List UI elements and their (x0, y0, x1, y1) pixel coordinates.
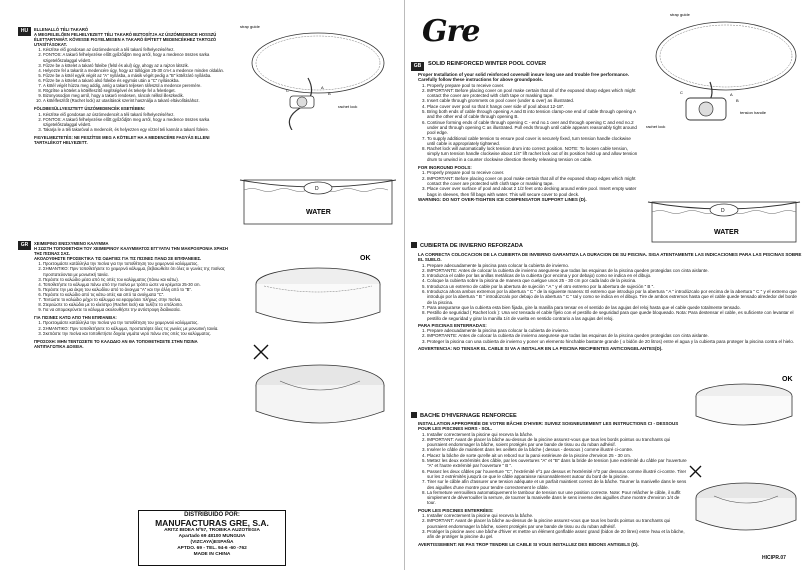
fr-inground-title: POUR LES PISCINES ENTERRÉES: (418, 507, 494, 513)
pool-outline (252, 33, 384, 93)
fr-step: 7. Tirer sur le câble afin d'assurer une tension adéquate et un parfait maintient correct de la bâche. Tourner la manivelle dans le sens des aiguilles d'une montre pour tendre correctement le câble. (427, 479, 688, 490)
gre-logo: Gre (422, 14, 480, 49)
lock-label: rachet lock (338, 104, 358, 109)
gr-step: 7. Τεντώστε το καλώδιο μέχρι το κάλυμμα να εφαρμόσει πλήρως στην πισίνα. (43, 297, 230, 302)
strap-label: strap guide (670, 12, 690, 17)
en-inground-step: 3. Place cover over surface of pool and about 2 1/2 feet onto decking around entire pool. Insert empty water bags in sleeves, then fill bags with water. This will secure cover to pool deck. (427, 186, 640, 197)
ok-label: OK (360, 255, 371, 262)
fr-title: BACHE D'HIVERNAGE RENFORCEE (420, 413, 517, 419)
label-c: C (680, 90, 683, 95)
gr-step: 1. Προετοιμάστε κατάλληλα την πισίνα για την τοποθέτηση του χειμερινού καλύμματος. (43, 261, 230, 266)
hu-step: 4. Helyezze fel a takarót a medencére úgy, hogy az túllógjon 25-30 cm-t a medence minden oldalán. (43, 68, 230, 73)
lock-label: rachet lock (646, 124, 666, 129)
es-step: 8. Pestillo de seguridad ( Rachet lock ): Una vez tensado el cable fíjelo con el pestillo de seguridad para que quede bloqueado. Nota: Para destensar el cable, es suficiente con levantar el pestillo de seguridad y girar la manilla 1/4 de vuelta en sentido contrario a las agujas del reloj. (427, 310, 802, 321)
gr-step: 2. ΣΗΜΑΝΤΙΚΟ: Πριν τοποθετήσετε το χειμερινό κάλυμμα, βεβαιωθείτε ότι όλες οι γωνίες της πισίνας προστατεύονται με μονωτική ταινία. (43, 266, 230, 276)
fr-step: 2. IMPORTANT: Avant de placer la bâche au-dessus de la piscine assurez-vous que tous les bords pointus ou tranchants qui pourraient endommager la bâche, soient protégés par une bande de tissu ou du ruban adhésif. (427, 437, 688, 448)
gr-step: 8. Στερεώστε το καλώδιο με το κλείστρο (Rachet lock) και τυλίξτε το υπόλοιπο. (43, 302, 230, 307)
en-step: 8. Rachet lock will automatically lock tension drum into correct position. NOTE: To loosen cable tension, simply turn tension handle clockwise about 1/4" lift rachet lock out of its position hold up and allow tension drum to unwind in a counter clockwise direction thereby releasing tension on cable. (427, 146, 640, 162)
pool-outline (656, 22, 796, 90)
en-step: 2. IMPORTANT: Before placing cover on pool make certain that all of the exposed sharp edges which might contact the cover are protected with cloth tape or masking tape. (427, 88, 640, 99)
es-step: 7. Para asegurarse que la cubierta esta bien fijada, gire la manilla para tensar en el sentido de las agujas del reloj hasta que el cable quede totalmente tensado. (427, 305, 802, 310)
es-square-icon (411, 242, 417, 248)
gr-title: ΧΕΙΜΕΡΙΝΟ ΕΝΙΣΧΥΜΕΝΟ ΚΑΛΥΜΜΑ (34, 241, 109, 246)
en-step: 5. Bring both ends of cable through opening A and B into tension clamp-one end of cable through opening A and the other end of cable through opening B. (427, 109, 640, 120)
es-step: 2. IMPORTANTE: Antes de colocar la cubierta de invierno asegurese que todas las esquinas de la piscina queden protegidas con cinta aislante. (427, 268, 802, 273)
es-step: 1. Prepare adecuadamente la piscina para colocar la cubierta de invierno. (427, 263, 802, 268)
pool-body (256, 284, 380, 323)
ok-label: OK (782, 376, 793, 383)
fr-inground-step: 1. Installer correctement la piscine qui recevra la bâche. (427, 513, 688, 518)
gr-inground-title: ΓΙΑ ΠΙΣΙΝΕΣ ΚΑΤΩ ΑΠΟ ΤΗΝ ΕΠΙΦΑΝΕΙΑ: (34, 315, 117, 321)
gr-inground-step: 2. ΣΗΜΑΝΤΙΚΟ: Πριν τοποθετήσετε το κάλυμμα, προστατέψτε όλες τις γωνίες με μονωτική ταινία. (43, 326, 230, 331)
hu-inground-step: 3. Takarja le a téli takaróval a medencét, és helyezzen egy vízzel teli kannát a takaró füleire. (43, 127, 230, 132)
hu-flag-badge: HU (18, 27, 31, 36)
en-step: 7. To supply additional cable tension to ensure pool cover is securely fixed, turn tension handle clockwise until cable is appropriately tightened. (427, 136, 640, 147)
hu-section (34, 27, 230, 145)
x-mark (254, 345, 268, 359)
ok-pool-illustration-right (686, 372, 804, 432)
fr-step: 3. Insérer le câble de maintient dans les oeillets de la bâche ( dessus - dessous ) comme illustré ci-contre. (427, 447, 688, 452)
distributor-address: ARITZ BIDEA Nº57, TROBIKA AUZOTEGIA (164, 528, 260, 533)
hu-step: 3. Fűzze be a kötelet a takaró füleibe (felül és alul) úgy, ahogy az a rajzon látszik. (43, 63, 230, 68)
label-d: D (315, 186, 319, 192)
gr-intro: Η ΣΩΣΤΗ ΤΟΠΟΘΕΤΗΣΗ ΤΟΥ ΧΕΙΜΕΡΙΝΟΥ ΚΑΛΥΜΜΑΤΟΣ ΕΓΓΥΑΤΑΙ ΤΗΝ ΜΑΚΡΟΧΡΟΝΙΑ ΧΡΗΣΗ ΤΗΣ ΠΙΣΙΝΑΣ ΣΑΣ. (34, 246, 228, 257)
x-mark (690, 466, 701, 477)
label-d: D (721, 208, 725, 214)
en-title: SOLID REINFORCED WINTER POOL COVER (428, 61, 546, 67)
hu-title: ELLENALLÓ TÉLI TAKARÓ (34, 27, 89, 32)
label-a: A (321, 85, 324, 90)
gr-subtitle: ΑΚΟΛΟΥΘΗΣΤΕ ΠΡΟΣΕΚΤΙΚΑ ΤΙΣ ΟΔΗΓΙΕΣ ΓΙΑ ΤΙΣ ΠΙΣΙΝΕΣ ΠΑΝΩ ΣΕ ΕΠΙΦΑΝΕΙΕΣ. (34, 256, 202, 262)
es-section (418, 252, 802, 351)
hu-step: 9. Bizonyosodjon meg arról, hogy a takaró rendesen, ráncok nélkül illeszkedik. (43, 93, 230, 98)
hu-inground-steps (34, 112, 230, 132)
es-inground-step: 3. Proteger la piscina con una cubierta de invierno y poner un elemento hinchable bastante grande ( o bidón de 20 litros) entre el agua y la cubierta para proteger la piscina contra el hielo. (427, 339, 802, 344)
document-code: HICIPR.07 (762, 555, 786, 561)
label-b: B (736, 98, 739, 103)
fr-step: 4. Placez la bâche de sorte qu'elle ait un rebord sur la paroi extérieure de la piscine d'environ 25 - 30 cm. (427, 453, 688, 458)
gr-warning: ΠΡΟΣΟΧΗ: ΜΗΝ ΤΕΝΤΩΣΕΤΕ ΤΟ ΚΑΛΩΔΙΟ ΑΝ ΘΑ ΤΟΠΟΘΕΤΗΣΕΤΕ ΣΤΗΝ ΠΙΣΙΝΑ ΑΝΤΙΠΑΓΩΤΙΚΑ ΔΟΧΕΙΑ. (34, 338, 198, 349)
hu-step: 10. A kötélfeszítőt (Rachet lock) az utasítások szerint használja a takaró eltávolításához. (43, 98, 230, 103)
gr-step: 4. Τοποθετήστε το κάλυμμα πάνω από την πισίνα με τρόπο ώστε να κρέμεται 25-30 cm. (43, 282, 230, 287)
distributor-postal: Apartado 69 48100 MUNGUIA (178, 534, 246, 539)
hu-step: 5. Fűzze be a kötél egyik végét az "A" nyílásba, a másik végét pedig a "B" kötélzáró nyílásba. (43, 73, 230, 78)
fr-step: 8. La fermeture verrouillera automatiquement le tambour de tension sur une position correcte. Note: Pour relâcher le câble, il suffit simplement de déverrouiller la serrure, de tourner la manivelle dans le sens inverse des aiguilles d'une montre d'environ 1/4 de tour. (427, 490, 688, 506)
hu-intro: A MEGFELELŐEN FELHELYEZETT TÉLI TAKARÓ BIZTOSÍTJA AZ ÚSZÓMEDENCE HOSSZÚ ÉLETTARTAMÁT. KÖVESSE FIGYELMESEN A TAKARÓ ÉPÍTETT MEDENCÉKHEZ TARTOZÓ UTASÍTÁSOKAT. (34, 32, 217, 48)
gr-step: 5. Περάστε την μια άκρη του καλωδίου από το άνοιγμα "A" και την άλλη από το "B". (43, 287, 230, 292)
es-intro: LA CORRECTA COLOCACION DE LA CUBIERTA DE INVIERNO GARANTIZA LA DURACION DE SU PISCINA. SIGA ATENTAMENTE LAS INDICACIONES PARA LAS PISCINAS SOBRE EL SUELO. (418, 252, 802, 263)
hu-step: 1. Készítse elő gondosan az úszómedencét a téli takaró felhelyezéséhez. (43, 47, 230, 52)
distributor-box (138, 510, 286, 566)
es-title: CUBIERTA DE INVIERNO REFORZADA (420, 243, 523, 249)
pool-body (696, 396, 792, 425)
en-step: 4. Place cover over pool so that it hangs over side of pool about 12-18". (427, 104, 640, 109)
gr-steps (34, 261, 230, 312)
fr-step: 6. Passez les deux câbles par l'ouverture "C", l'extrémité nº1 par dessus et l'extrémité nº2 par dessous comme illustré ci-contre. Tirer sur les 2 extrémités jusqu'à ce que le câble apparaisse raisonnablement autour du bord de la piscine. (427, 469, 688, 480)
en-step: 6. Continue forming ends of cable through opening C - end no.1 over and through opening C and end no.2 under and through opening C as illustrated. Pull ends through until cable appears reasonably tight around pool edge. (427, 120, 640, 136)
hu-step: 6. Fűzze be a kötelet a takaró alsó füleibe és egymás után a "C" nyílásokba. (43, 78, 230, 83)
pool-cable-illustration-left (238, 18, 396, 130)
made-in: MADE IN CHINA (193, 552, 231, 557)
gr-section (34, 241, 230, 349)
es-steps (418, 263, 802, 321)
strap-label: strap guide (240, 24, 260, 29)
fr-intro: INSTALLATION APPROPRIÉE DE VOTRE BÂCHE D'HIVER: SUIVEZ SOIGNEUSEMENT LES INSTRUCTIONS CI - DESSOUS POUR LES PISCINES HORS - SOL. (418, 421, 679, 432)
pool-cable-illustration-right (640, 4, 804, 142)
winch-drum (699, 102, 713, 116)
es-inground-steps (418, 328, 802, 344)
winch-drum (297, 97, 307, 107)
gr-step: 9. Για να απομακρύνετε το κάλυμμα ακολουθήστε την αντίστροφη διαδικασία. (43, 307, 230, 312)
en-inground-step: 1. Properly prepare pool to receive cover. (427, 170, 640, 175)
es-inground-title: PARA PISCINAS ENTERRADAS: (418, 322, 487, 328)
fr-step: 1. Installer correctement la piscine qui recevra la bâche. (427, 432, 688, 437)
en-flag-badge: GB (411, 62, 424, 71)
gr-step: 3. Περάστε το καλώδιο μέσα από τις οπές του καλύμματος (πάνω και κάτω). (43, 277, 230, 282)
gr-inground-step: 3. Σκεπάστε την πισίνα και τοποθετήστε δοχεία γεμάτα νερό πάνω στις οπές του καλύμματος. (43, 331, 230, 336)
tension-label: tension handle (740, 110, 767, 115)
fr-warning: AVERTISSEMENT: NE PAS TROP TENDRE LE CABLE SI VOUS INSTALLEZ DES BIDONS ANTIGELS (D). (418, 541, 639, 547)
label-a: A (730, 92, 733, 97)
hu-inground-step: 2. FONTOS: A takaró felhelyezése előtt győződjön meg arról, hogy a medence összes sarka szigetelőszalaggal védett. (43, 117, 230, 127)
es-step: 5. Introduzca un extremo de cable por la abertura de sujeción " A " y el otro extremo por la abertura de sujeción " B ". (427, 284, 802, 289)
fr-title-row (411, 412, 661, 419)
hu-warning: FIGYELMEZTETÉS: NE FESZÍTSE MEG A KÖTELET HA A MEDENCÉRE FAGYÁS ELLENI TARTALÉKOT HELYEZETT. (34, 134, 210, 145)
distributor-region: (VIZCAYA)ESPAÑA (190, 540, 234, 545)
gr-flag-badge: GR (18, 241, 31, 250)
es-warning: ADVERTENCIA: NO TENSAR EL CABLE SI VA A INSTALAR EN LA PISCINA RECIPIENTES ANTICONGELANTES(D). (418, 346, 663, 352)
es-inground-step: 2. IMPORTANTE: Antes de colocar la cubierta de invierno asegurese que todas las esquinas de la piscina queden protegidas con cinta aislante. (427, 333, 802, 338)
hu-step: 2. FONTOS: A takaró felhelyezése előtt győződjön meg arról, hogy a medence összes sarka szigetelőszalaggal védett. (43, 52, 230, 62)
wrong-pool-illustration-left (240, 335, 400, 435)
hu-steps (34, 47, 230, 103)
fr-steps (418, 432, 688, 506)
en-inground-title: FOR INGROUND POOLS: (418, 165, 472, 171)
fr-inground-step: 3. Protéger la piscine avec une bâche d'hiver et mettre un élément gonflable assez grand (bidon de 20 litres) entre l'eau et la bâche, afin de protéger la piscine du gel. (427, 529, 688, 540)
es-step: 6. Introduzca ahora ambos extremos por la abertura " C " de la siguiente manera: El extremo que introdujo por la abertura " A " introdúzcalo por encima de la abertura " C " y el extremo que introdujo por la abertura " B " introdúzcalo por debajo de la abertura " C " tal y como se indica en el dibujo. Tire de ambos extremos hasta que el cable quede tensado alrededor del borde de la piscina. (427, 289, 802, 305)
ok-pool-illustration-left (240, 250, 400, 330)
gr-inground-steps (34, 320, 230, 335)
pool-body-wrong (256, 385, 384, 423)
fr-inground-step: 2. IMPORTANT: Avant de placer la bâche au-dessus de la piscine assurez-vous que tous les bords pointus ou tranchants qui pourraient endommager la bâche, soient protégés par une bande de tissu ou du ruban adhésif. (427, 518, 688, 529)
water-cross-section-right (644, 180, 804, 246)
fr-square-icon (411, 412, 417, 418)
distributor-phone: APTDO. 69 - TEL. 94-6 -60 -762 (177, 546, 247, 551)
hu-step: 8. Rögzítse a kötelet a kötélfeszítő segítségével és tekerje fel a felesleget. (43, 88, 230, 93)
en-intro: Proper Installation of your solid reinforced coverwill insure long use and trouble free performance. Carefully follow these instructions for above groundpools. (418, 72, 630, 83)
water-label: WATER (306, 209, 331, 216)
es-step: 4. Coloque la cubierta sobre la piscina de manera que cuelgue unos 25 - 30 cm por cada lado de la piscina. (427, 278, 802, 283)
hu-step: 7. A kötél végét húzza meg addig, amíg a takaró teljesen ráfeszül a medence peremére. (43, 83, 230, 88)
en-section (418, 72, 640, 202)
cover-edge (660, 25, 792, 87)
es-inground-step: 1. Prepare adecuadamente la piscina para colocar la cubierta de invierno. (427, 328, 802, 333)
en-inground-steps (418, 170, 640, 196)
en-steps (418, 83, 640, 162)
water-cross-section-left (236, 150, 400, 228)
page-divider (404, 0, 405, 570)
wrong-pool-illustration-right (686, 460, 804, 542)
label-c: C (286, 88, 289, 93)
water-label: WATER (714, 229, 739, 236)
gr-inground-step: 1. Προετοιμάστε κατάλληλα την πισίνα για την τοποθέτηση του χειμερινού καλύμματος. (43, 320, 230, 325)
es-step: 3. Introduzca el cable por las anillas metálicas de la cubierta (por encima y por debajo) como se indica en el dibujo. (427, 273, 802, 278)
hu-inground-title: FÖLDBESÜLLYESZTETT ÚSZÓMEDENCÉK ESETÉBEN: (34, 106, 146, 112)
en-warning: WARNING: DO NOT OVER-TIGHTEN ICE COMPENSATOR SUPPORT LINES (D). (418, 196, 587, 202)
cover-edge (256, 36, 380, 90)
fr-inground-steps (418, 513, 688, 539)
fr-step: 5. Mettez les deux extrémités des câble, par les ouvertures "A" et "B" dans la bride de tension (une extrémité du câble par l'ouverture "A" et l'autre extrémité par l'ouverture " B ". (427, 458, 688, 469)
distributor-label: DISTRIBUIDO POR: (184, 512, 240, 518)
label-b: B (328, 91, 331, 96)
en-inground-step: 2. IMPORTANT: Before placing cover on pool make certain that all of the exposed sharp edges which might contact the cover are protected with cloth tape or masking tape. (427, 176, 640, 187)
es-title-row (411, 242, 671, 249)
gr-step: 6. Περάστε το καλώδιο από τις κάτω οπές και από τα ανοίγματα "C". (43, 292, 230, 297)
distributor-company: MANUFACTURAS GRE, S.A. (155, 518, 269, 528)
en-step: 3. Insert cable through grommets on pool cover (under & over) as illustrated. (427, 98, 640, 103)
en-step: 1. Properly prepare pool to receive cover. (427, 83, 640, 88)
hu-inground-step: 1. Készítse elő gondosan az úszómedencét a téli takaró felhelyezéséhez. (43, 112, 230, 117)
fr-section (418, 421, 688, 547)
